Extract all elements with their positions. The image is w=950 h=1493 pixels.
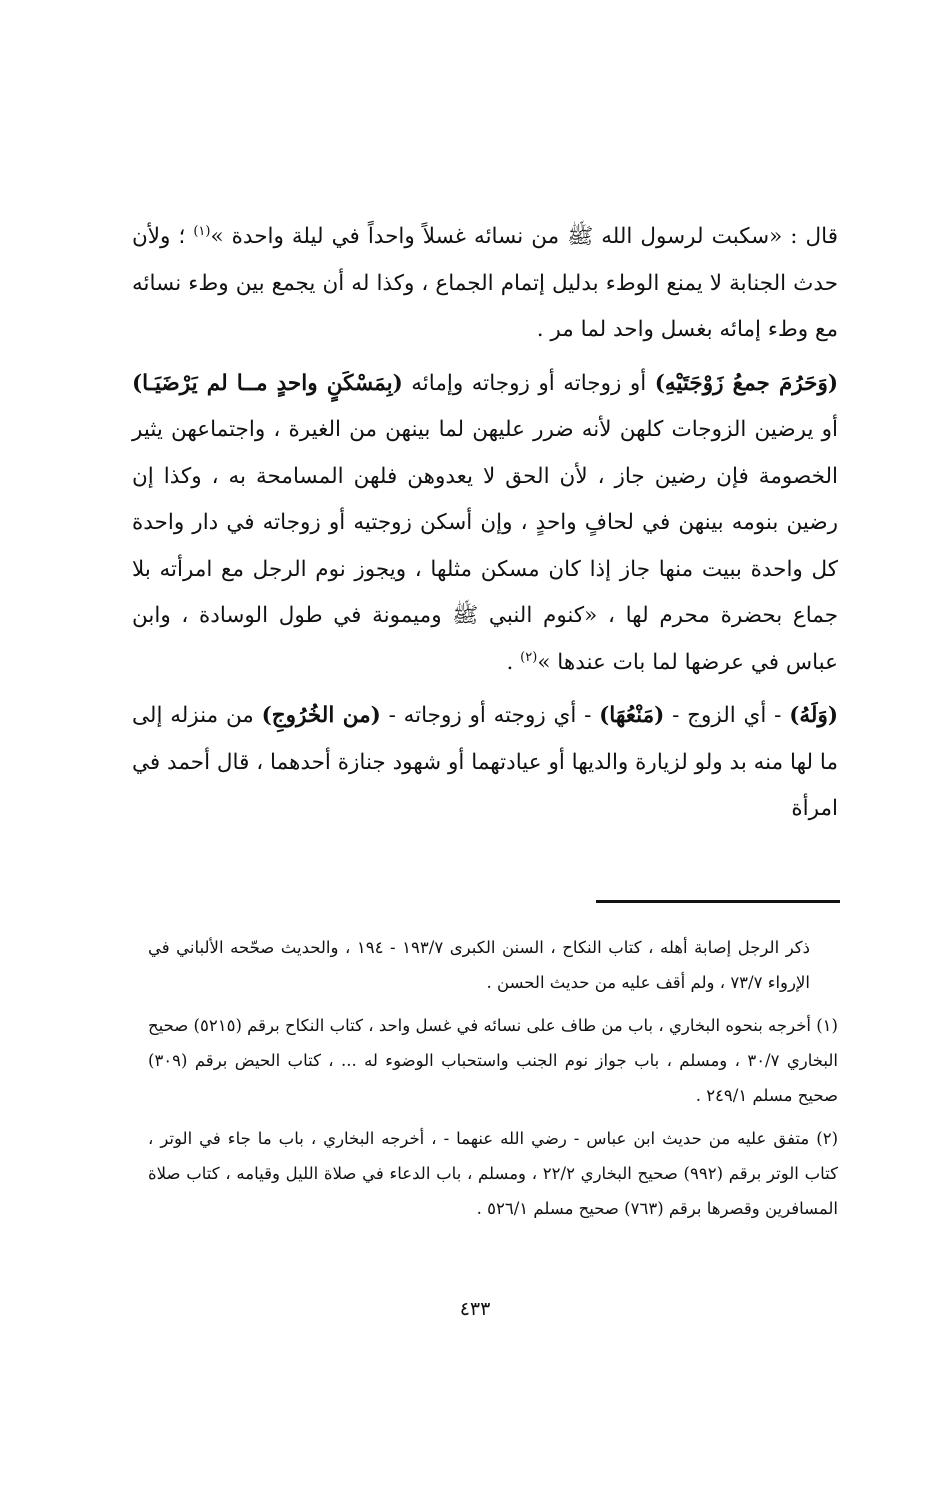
footnotes <box>148 930 838 1234</box>
matn-phrase-4: (مَنْعُهَا) <box>599 703 665 728</box>
p3-text-2: - أي زوجته أو زوجاته - <box>380 703 600 728</box>
footnote-2: (٢) متفق عليه من حديث ابن عباس - رضي الله عنهما - ، أخرجه البخاري ، باب ما جاء في الوتر ، كتاب الوتر برقم (٩٩٢) صحيح البخاري ٢٢/٢ ، ومسلم ، باب الدعاء في صلاة الليل وقيامه ، كتاب صلاة المسافرين وقصرها برقم (٧٦٣) صحيح مسلم ٥٢٦/١ . <box>148 1129 838 1218</box>
p1-text: قال : «سكبت لرسول الله ﷺ من نسائه غسلاً واحداً في ليلة واحدة » <box>210 224 838 249</box>
page-number: ٤٣٣ <box>459 1298 491 1320</box>
p2-text-2: أو يرضين الزوجات كلهن لأنه ضرر عليهن لما بينهن من الغيرة ، واجتماعهن يثير الخصومة فإن رضين جاز ، لأن الحق لا يعدوهن فلهن المسامحة به ، وكذا إن رضين بنومه بينهن في لحافٍ واحدٍ ، وإن أسكن زوجتيه أو زوجاته في دار واحدة كل واحدة ببيت منها جاز إذا كان مسكن مثلها ، ويجوز نوم الرجل مع امرأته بلا جماع بحضرة محرم لها ، «كنوم النبي ﷺ وميمونة في طول الوسادة ، وابن عباس في عرضها لما بات عندها » <box>132 417 838 675</box>
matn-phrase-3: (وَلَهُ) <box>789 703 838 728</box>
p2-end: . <box>506 649 521 675</box>
matn-phrase-2: (بِمَسْكَنٍ واحدٍ مــا لم يَرْضَيَـا) <box>132 370 403 396</box>
paragraph-1 <box>132 214 838 354</box>
paragraph-2 <box>132 361 838 687</box>
p1-rest: ؛ ولأن حدث الجنابة لا يمنع الوطء بدليل إتمام الجماع ، وكذا له أن يجمع بين وطء نسائه مع وطء إمائه بغسل واحد لما مر . <box>132 224 838 342</box>
main-text <box>132 214 838 840</box>
footnote-ref-1: (١) <box>193 223 211 239</box>
footnote-ref-2: (٢) <box>520 649 538 665</box>
footnote-separator <box>596 900 840 903</box>
matn-phrase-5: (من الخُرُوجِ) <box>261 703 381 728</box>
footnote-continued: ذكر الرجل إصابة أهله ، كتاب النكاح ، السنن الكبرى ١٩٣/٧ - ١٩٤ ، والحديث صحّحه الألباني في الإرواء ٧٣/٧ ، ولم أقف عليه من حديث الحسن . <box>148 938 810 992</box>
footnote-1: (١) أخرجه بنحوه البخاري ، باب من طاف على نسائه في غسل واحد ، كتاب النكاح برقم (٥٢١٥) صحيح البخاري ٣٠/٧ ، ومسلم ، باب جواز نوم الجنب واستحباب الوضوء له ... ، كتاب الحيض برقم (٣٠٩) صحيح مسلم ٢٤٩/١ . <box>148 1016 838 1105</box>
paragraph-3 <box>132 693 838 833</box>
p2-text-1: أو زوجاته أو زوجاته وإمائه <box>402 370 655 396</box>
matn-phrase-1: (وَحَرُمَ جمعُ زَوْجَتَيْهِ) <box>654 370 839 396</box>
p3-text-1: - أي الزوج - <box>664 703 790 728</box>
p3-text-3: من منزله إلى ما لها منه بد ولو لزيارة والديها أو عيادتهما أو شهود جنازة أحدهما ، قال أحمد في امرأة <box>132 703 838 821</box>
